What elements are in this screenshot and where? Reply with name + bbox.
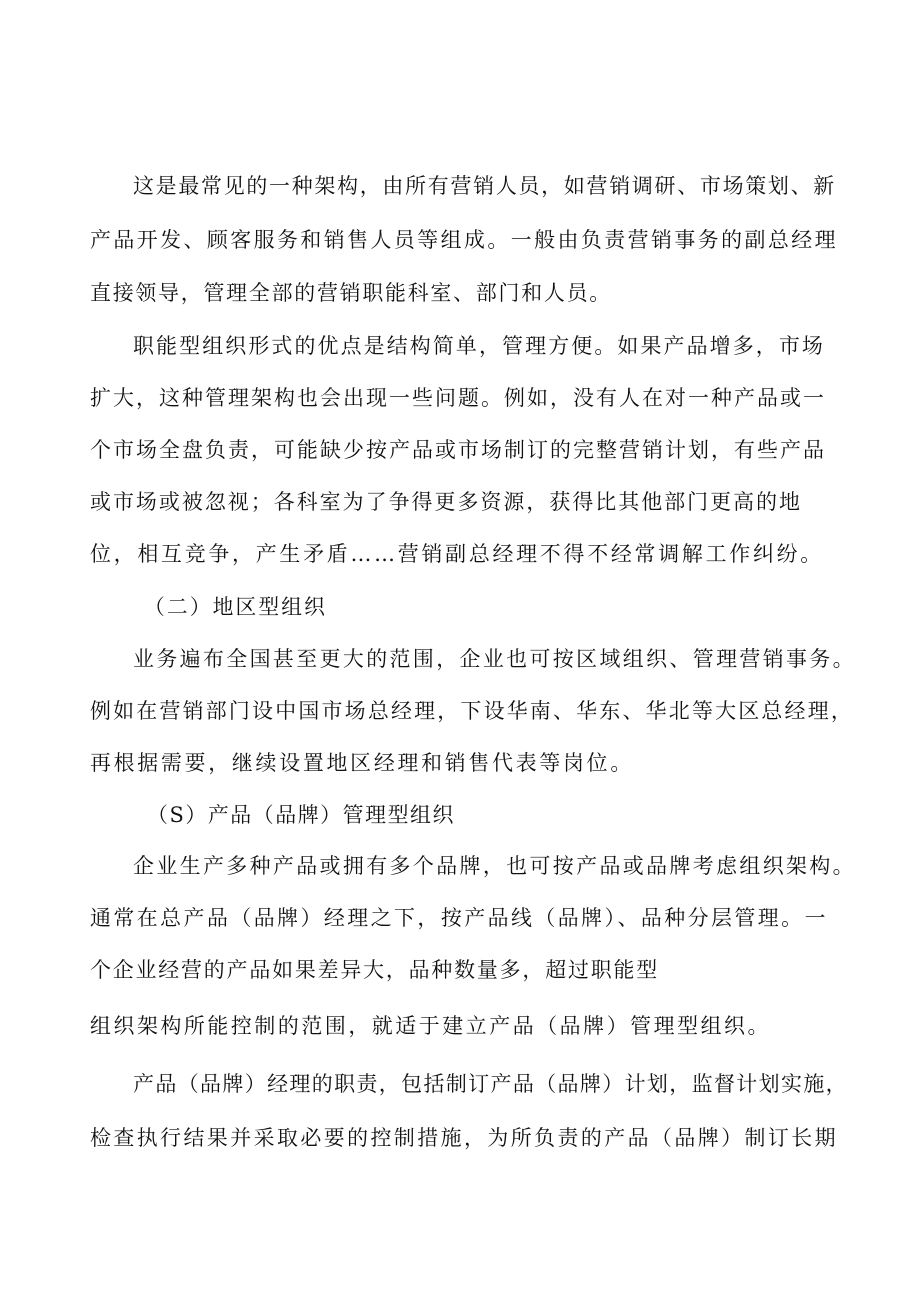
paragraph-line-9: 业务遍布全国甚至更大的范围，企业也可按区域组织、管理营销事务。 [133,647,857,671]
paragraph-line-13: 通常在总产品（品牌）经理之下，按产品线（品牌）、品种分层管理。一 [90,906,828,930]
paragraph-line-3: 直接领导，管理全部的营销职能科室、部门和人员。 [90,281,613,305]
section-heading-3: （S）产品（品牌）管理型组织 [147,803,455,827]
paragraph-line-17: 检查执行结果并采取必要的控制措施，为所负责的产品（品牌）制订长期 [90,1126,838,1150]
paragraph-line-7: 或市场或被忽视；各科室为了争得更多资源，获得比其他部门更高的地 [90,490,803,514]
paragraph-line-4: 职能型组织形式的优点是结构简单，管理方便。如果产品增多，市场 [133,334,825,358]
paragraph-line-11: 再根据需要，继续设置地区经理和销售代表等岗位。 [90,751,634,775]
paragraph-line-6: 个市场全盘负责，可能缺少按产品或市场制订的完整营销计划，有些产品 [90,438,827,462]
section-heading-2: （二）地区型组织 [144,595,328,619]
paragraph-line-14: 个企业经营的产品如果差异大，品种数量多，超过职能型 [90,958,660,982]
paragraph-line-15: 组织架构所能控制的范围，就适于建立产品（品牌）管理型组织。 [90,1014,772,1038]
paragraph-line-8: 位，相互竞争，产生矛盾……营销副总经理不得不经常调解工作纠纷。 [90,542,824,566]
paragraph-line-12: 企业生产多种产品或拥有多个品牌，也可按产品或品牌考虑组织架构。 [133,854,857,878]
paragraph-line-2: 产品开发、顾客服务和销售人员等组成。一般由负责营销事务的副总经理 [90,228,838,252]
paragraph-line-1: 这是最常见的一种架构，由所有营销人员，如营销调研、市场策划、新 [133,174,836,198]
paragraph-line-10: 例如在营销部门设中国市场总经理，下设华南、华东、华北等大区总经理， [90,699,855,723]
paragraph-line-5: 扩大，这种管理架构也会出现一些问题。例如，没有人在对一种产品或一 [90,386,827,410]
paragraph-line-16: 产品（品牌）经理的职责，包括制订产品（品牌）计划，监督计划实施， [133,1072,849,1096]
